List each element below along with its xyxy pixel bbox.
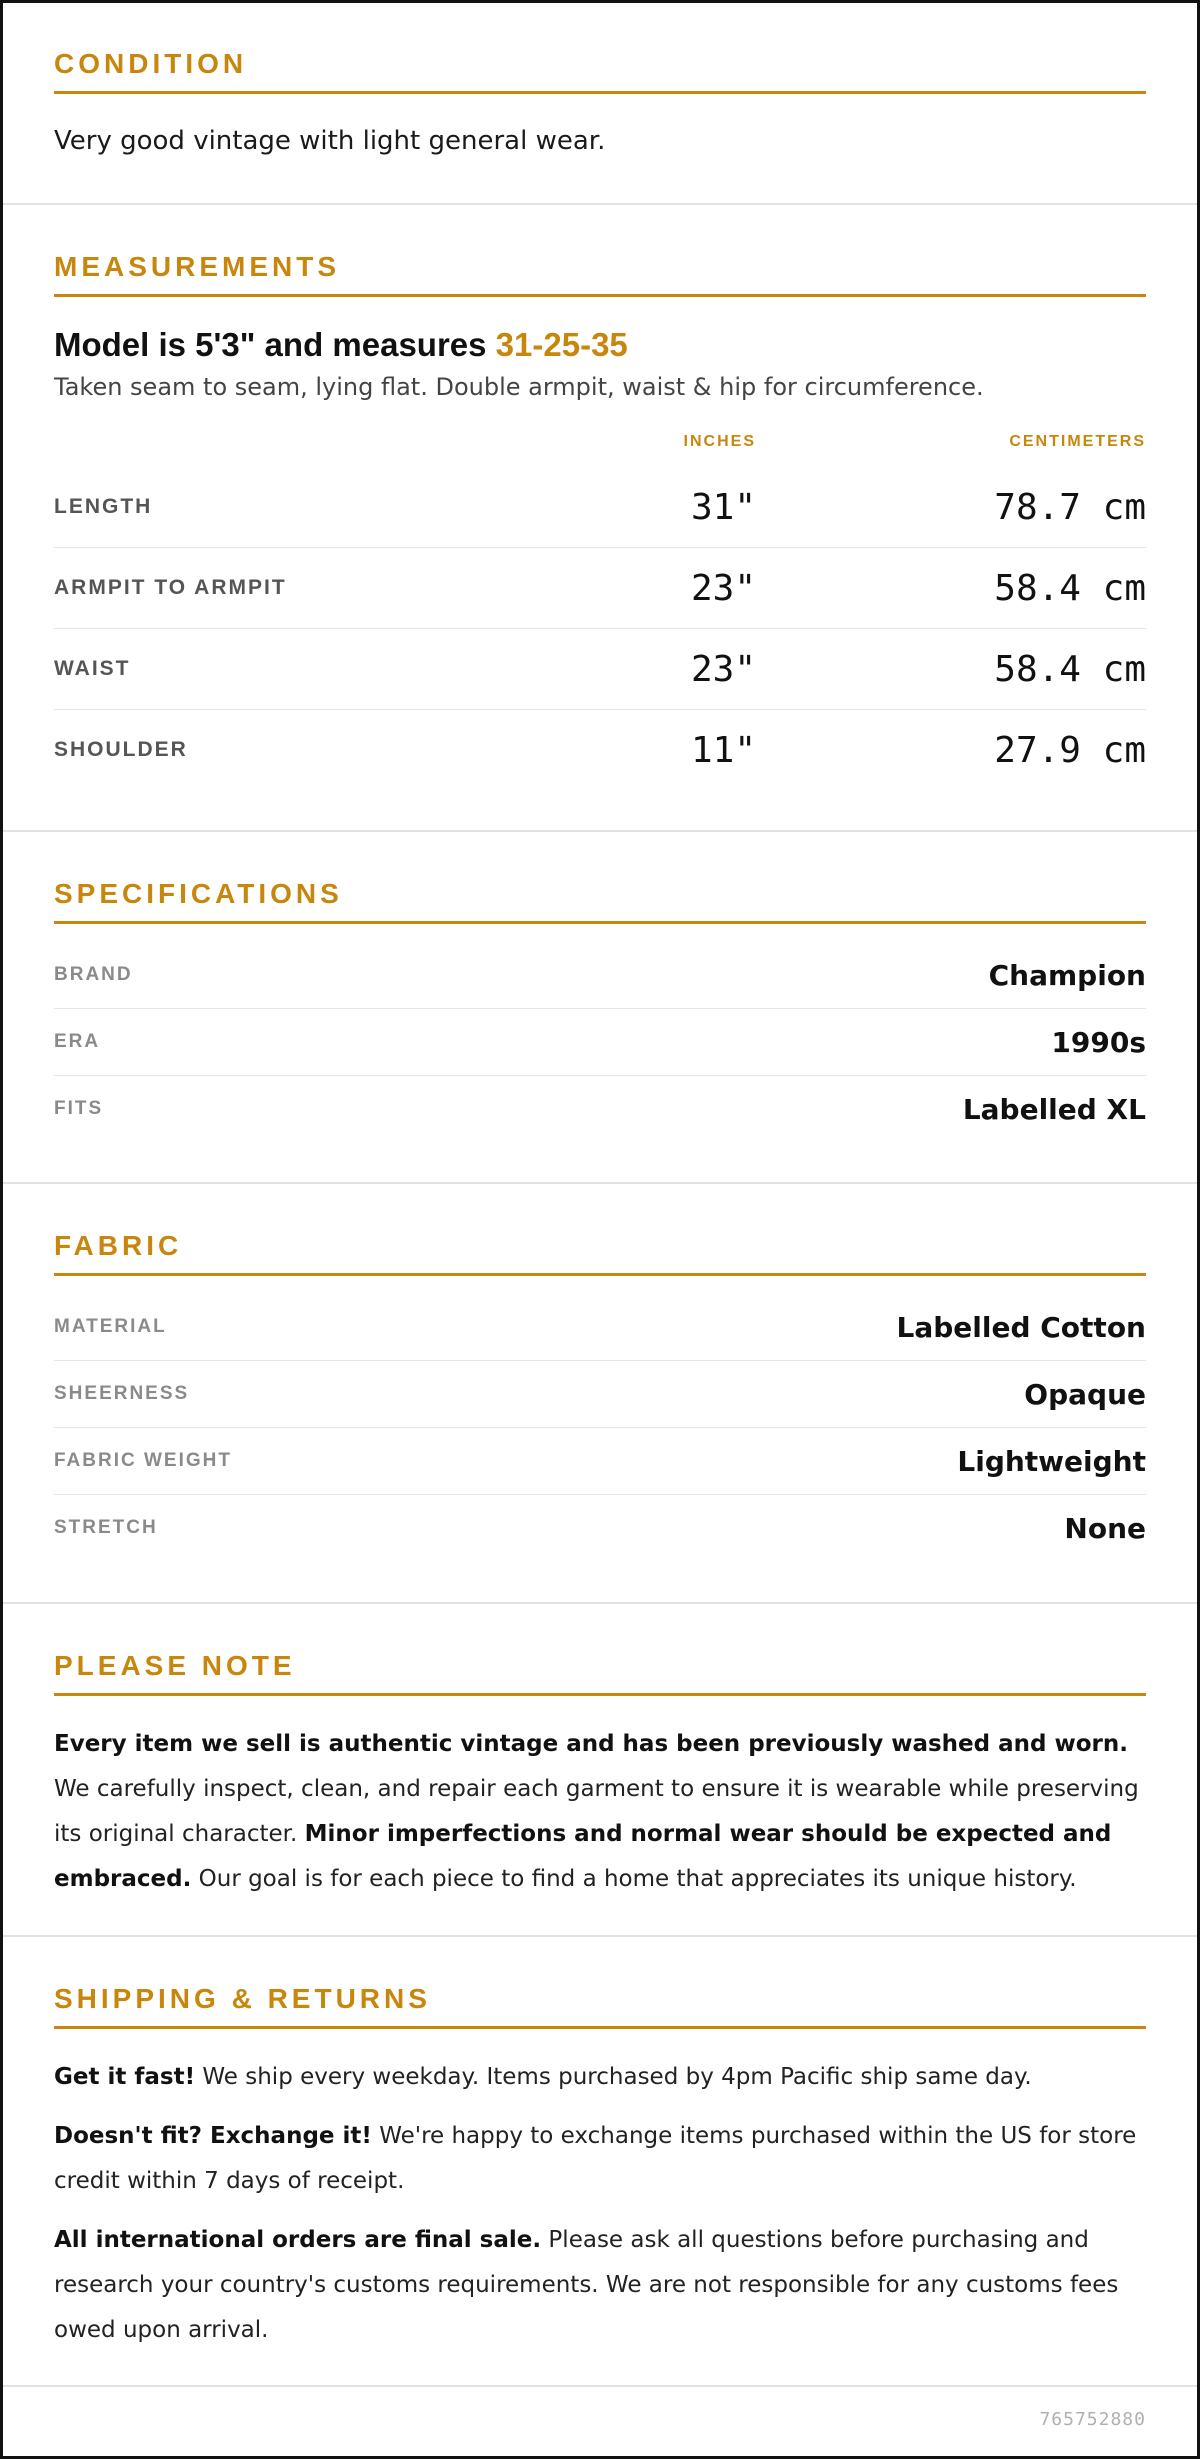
spec-value: Labelled XL: [962, 1092, 1146, 1126]
shipping-bold: Doesn't fit? Exchange it!: [54, 2123, 372, 2149]
measurement-cm: 78.7 cm: [994, 486, 1146, 528]
measurement-row-shoulder: [54, 710, 1146, 790]
specifications-table: [54, 942, 1146, 1142]
spec-label: BRAND: [54, 964, 133, 985]
shipping-text: We ship every weekday. Items purchased by 4pm Pacific ship same day.: [195, 2064, 1032, 2090]
shipping-paragraph-exchange: [54, 2114, 1146, 2204]
fabric-row-stretch: [54, 1495, 1146, 1561]
measurement-label: WAIST: [54, 657, 131, 680]
shipping-bold: All international orders are final sale.: [54, 2227, 542, 2253]
measurement-cm: 58.4 cm: [994, 567, 1146, 609]
shipping-bold: Get it fast!: [54, 2064, 196, 2090]
fabric-label: MATERIAL: [54, 1316, 167, 1337]
measurement-label: LENGTH: [54, 495, 153, 518]
inches-column-header: INCHES: [683, 433, 756, 450]
shipping-text: We're happy to exchange items purchased within the US for store credit within 7 days of receipt.: [54, 2123, 1137, 2194]
measurement-cm: 58.4 cm: [994, 648, 1146, 690]
fabric-value: Opaque: [1024, 1377, 1146, 1411]
model-measures-value: 31-25-35: [495, 326, 628, 363]
footer: [3, 2387, 1197, 2457]
fabric-row-material: [54, 1294, 1146, 1361]
item-id: 765752880: [1039, 2409, 1146, 2430]
measurements-title: MEASUREMENTS: [54, 250, 1146, 297]
note-text-1: We carefully inspect, clean, and repair each garment to ensure it is wearable while preserving its original character.: [54, 1776, 1139, 1847]
measurement-inches: 23": [690, 648, 756, 690]
model-measures-line: [54, 325, 1146, 365]
fabric-label: FABRIC WEIGHT: [54, 1450, 232, 1471]
model-prefix: Model is 5'3" and measures: [54, 326, 496, 363]
specifications-section: [3, 832, 1197, 1184]
fabric-label: STRETCH: [54, 1517, 158, 1538]
fabric-table: [54, 1294, 1146, 1561]
measurement-inches: 11": [690, 729, 756, 771]
measurement-inches: 23": [690, 567, 756, 609]
specifications-title: SPECIFICATIONS: [54, 877, 1146, 924]
please-note-text: [54, 1722, 1146, 1902]
spec-label: FITS: [54, 1098, 104, 1119]
measurements-table: [54, 467, 1146, 790]
measurement-label: SHOULDER: [54, 738, 188, 761]
note-bold-2: Minor imperfections and normal wear should be expected and embraced.: [54, 1821, 1112, 1892]
measurements-subtitle: Taken seam to seam, lying flat. Double armpit, waist & hip for circumference.: [54, 373, 984, 401]
fabric-row-weight: [54, 1428, 1146, 1495]
shipping-paragraphs: [54, 2055, 1146, 2353]
fabric-value: Labelled Cotton: [896, 1310, 1146, 1344]
spec-value: 1990s: [1051, 1025, 1146, 1059]
fabric-section: [3, 1184, 1197, 1604]
measurement-row-armpit: [54, 548, 1146, 629]
measurements-section: [3, 205, 1197, 832]
condition-text: Very good vintage with light general wear.: [54, 126, 606, 156]
please-note-section: [3, 1604, 1197, 1937]
shipping-text: Please ask all questions before purchasing and research your country's customs requirements. We are not responsible for any customs fees owed upon arrival.: [54, 2227, 1119, 2343]
measurement-inches: 31": [690, 486, 756, 528]
please-note-title: PLEASE NOTE: [54, 1649, 1146, 1696]
condition-section: [3, 3, 1197, 205]
measurements-header: [54, 429, 1146, 455]
note-bold-1: Every item we sell is authentic vintage and has been previously washed and worn.: [54, 1731, 1128, 1757]
measurement-row-waist: [54, 629, 1146, 710]
shipping-returns-section: [3, 1937, 1197, 2387]
fabric-value: None: [1064, 1511, 1146, 1545]
fabric-row-sheerness: [54, 1361, 1146, 1428]
spec-label: ERA: [54, 1031, 101, 1052]
note-text-2: Our goal is for each piece to find a home that appreciates its unique history.: [191, 1866, 1077, 1892]
measurement-cm: 27.9 cm: [994, 729, 1146, 771]
measurement-row-length: [54, 467, 1146, 548]
shipping-paragraph-fast: [54, 2055, 1146, 2100]
fabric-label: SHEERNESS: [54, 1383, 190, 1404]
fabric-value: Lightweight: [957, 1444, 1146, 1478]
spec-value: Champion: [988, 958, 1146, 992]
spec-row-fits: [54, 1076, 1146, 1142]
measurement-label: ARMPIT TO ARMPIT: [54, 576, 287, 599]
spec-row-era: [54, 1009, 1146, 1076]
shipping-paragraph-international: [54, 2218, 1146, 2353]
fabric-title: FABRIC: [54, 1229, 1146, 1276]
centimeters-column-header: CENTIMETERS: [1009, 433, 1146, 450]
shipping-returns-title: SHIPPING & RETURNS: [54, 1982, 1146, 2029]
spec-row-brand: [54, 942, 1146, 1009]
condition-title: CONDITION: [54, 47, 1146, 94]
